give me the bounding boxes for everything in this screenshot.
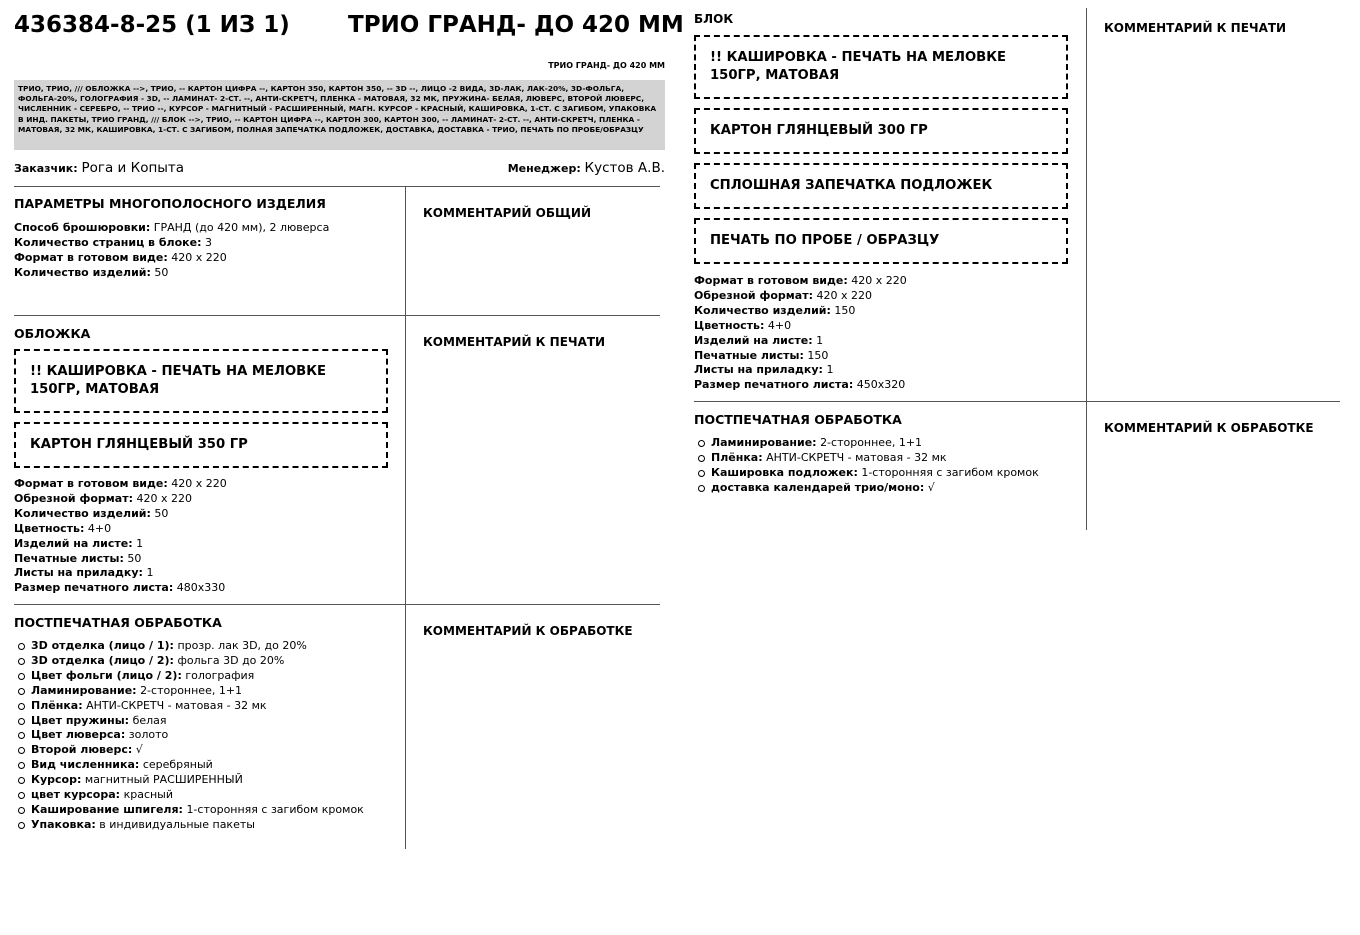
divider	[14, 604, 660, 605]
manager-line	[508, 160, 665, 176]
spec-row: Печатные листы: 150	[694, 348, 829, 362]
param-row: Формат в готовом виде: 420 x 220	[14, 250, 227, 264]
list-item: Курсор: магнитный РАСШИРЕННЫЙ	[14, 773, 364, 788]
list-item: цвет курсора: красный	[14, 788, 364, 803]
general-comment-heading: КОММЕНТАРИЙ ОБЩИЙ	[423, 206, 592, 220]
spec-row: Цветность: 4+0	[694, 318, 792, 332]
customer-line	[14, 160, 184, 176]
list-item: Кашировка подложек: 1-сторонняя с загибом кромок	[694, 466, 1039, 481]
cover-postprint-heading: ПОСТПЕЧАТНАЯ ОБРАБОТКА	[14, 615, 222, 630]
spec-row: Листы на приладку: 1	[14, 566, 154, 580]
spec-row: Формат в готовом виде: 420 x 220	[14, 477, 227, 490]
block-postprint-heading: ПОСТПЕЧАТНАЯ ОБРАБОТКА	[694, 412, 902, 427]
block-material-board: КАРТОН ГЛЯНЦЕВЫЙ 300 ГР	[694, 108, 1068, 154]
order-number: 436384-8-25 (1 ИЗ 1)	[14, 12, 290, 38]
spec-row: Изделий на листе: 1	[14, 536, 144, 550]
spec-row: Формат в готовом виде: 420 x 220	[694, 274, 907, 287]
list-item: Ламинирование: 2-стороннее, 1+1	[694, 436, 1039, 451]
list-item: Цвет фольги (лицо / 2): голография	[14, 669, 364, 684]
block-print-comment-heading: КОММЕНТАРИЙ К ПЕЧАТИ	[1104, 21, 1287, 35]
spec-row: Обрезной формат: 420 x 220	[694, 288, 872, 302]
list-item: Упаковка: в индивидуальные пакеты	[14, 818, 364, 833]
spec-row: Изделий на листе: 1	[694, 333, 824, 347]
block-heading: БЛОК	[694, 12, 734, 26]
spec-row: Количество изделий: 150	[694, 303, 856, 317]
spec-row: Обрезной формат: 420 x 220	[14, 491, 192, 505]
list-item: Плёнка: АНТИ-СКРЕТЧ - матовая - 32 мк	[14, 699, 364, 714]
cover-specs	[14, 477, 227, 596]
list-item: Ламинирование: 2-стороннее, 1+1	[14, 684, 364, 699]
list-item: Плёнка: АНТИ-СКРЕТЧ - матовая - 32 мк	[694, 451, 1039, 466]
order-description: ТРИО, ТРИО, /// ОБЛОЖКА -->, ТРИО, -- КАРТОН ЦИФРА --, КАРТОН 350, КАРТОН 350, -- 3D --, ЛИЦО -2 ВИДА, 3D-ЛАК, ЛАК-20%, 3D-ФОЛЬГА, ФОЛЬГА-20%, ГОЛОГРАФИЯ - 3D, -- ЛАМИНАТ- 2-СТ. --, АНТИ-СКРЕТЧ, ПЛЕНКА - МАТОВАЯ, 32 МК, ПРУЖИНА- БЕЛАЯ, ЛЮВЕРС, ВТОРОЙ ЛЮВЕРС, ЧИСЛЕННИК - СЕРЕБРО, -- ТРИО --, КУРСОР - МАГНИТНЫЙ - РАСШИРЕННЫЙ, МАГН. КУРСОР - КРАСНЫЙ, КАШИРОВКА, 1-СТ. С ЗАГИБОМ, УПАКОВКА В ИНД. ПАКЕТЫ, ТРИО ГРАНД, /// БЛОК -->, ТРИО, -- КАРТОН ЦИФРА --, КАРТОН 300, КАРТОН 300, -- ЛАМИНАТ- 2-СТ. --, АНТИ-СКРЕТЧ, ПЛЕНКА - МАТОВАЯ, 32 МК, КАШИРОВКА, 1-СТ. С ЗАГИБОМ, ПОЛНАЯ ЗАПЕЧАТКА ПОДЛОЖЕК, ДОСТАВКА, ДОСТАВКА - ТРИО, ПЕЧАТЬ ПО ПРОБЕ/ОБРАЗЦУ	[14, 80, 665, 150]
param-row: Количество страниц в блоке: 3	[14, 235, 212, 249]
customer-value: Рога и Копыта	[81, 160, 185, 176]
cover-heading: ОБЛОЖКА	[14, 326, 91, 341]
divider	[14, 315, 660, 316]
column-divider	[1086, 8, 1087, 530]
spec-row: Листы на приладку: 1	[694, 363, 834, 377]
param-row: Способ брошюровки: ГРАНД (до 420 мм), 2 люверса	[14, 221, 330, 234]
manager-label: Менеджер:	[507, 162, 581, 175]
cover-print-comment-heading: КОММЕНТАРИЙ К ПЕЧАТИ	[423, 335, 606, 349]
list-item: Вид численника: серебряный	[14, 758, 364, 773]
cover-material-board: КАРТОН ГЛЯНЦЕВЫЙ 350 ГР	[14, 422, 388, 468]
list-item: 3D отделка (лицо / 1): прозр. лак 3D, до 20%	[14, 639, 364, 654]
spec-row: Количество изделий: 50	[14, 506, 169, 520]
manager-value: Кустов А.В.	[584, 160, 665, 176]
customer-label: Заказчик:	[14, 162, 78, 175]
list-item: Цвет пружины: белая	[14, 714, 364, 729]
cover-postprint-list	[14, 639, 364, 833]
params-list	[14, 221, 329, 281]
cover-material-note: !! КАШИРОВКА - ПЕЧАТЬ НА МЕЛОВКЕ 150ГР, МАТОВАЯ	[14, 349, 388, 413]
block-postprint-list	[694, 436, 1039, 496]
spec-row: Цветность: 4+0	[14, 521, 112, 535]
spec-row: Размер печатного листа: 480x330	[14, 581, 226, 595]
divider	[14, 186, 660, 187]
product-title: ТРИО ГРАНД- ДО 420 ММ	[348, 12, 684, 38]
block-solid-print-note: СПЛОШНАЯ ЗАПЕЧАТКА ПОДЛОЖЕК	[694, 163, 1068, 209]
column-divider	[405, 186, 406, 849]
spec-row: Размер печатного листа: 450x320	[694, 378, 906, 392]
list-item: Каширование шпигеля: 1-сторонняя с загибом кромок	[14, 803, 364, 818]
divider	[694, 401, 1340, 402]
block-specs	[694, 274, 907, 393]
param-row: Количество изделий: 50	[14, 265, 169, 279]
list-item: Второй люверс: √	[14, 743, 364, 758]
block-material-note: !! КАШИРОВКА - ПЕЧАТЬ НА МЕЛОВКЕ 150ГР, МАТОВАЯ	[694, 35, 1068, 99]
list-item: 3D отделка (лицо / 2): фольга 3D до 20%	[14, 654, 364, 669]
params-heading: ПАРАМЕТРЫ МНОГОПОЛОСНОГО ИЗДЕЛИЯ	[14, 196, 326, 211]
product-subtitle: ТРИО ГРАНД- ДО 420 ММ	[548, 61, 665, 70]
cover-processing-comment-heading: КОММЕНТАРИЙ К ОБРАБОТКЕ	[423, 624, 633, 638]
list-item: доставка календарей трио/моно: √	[694, 481, 1039, 496]
block-processing-comment-heading: КОММЕНТАРИЙ К ОБРАБОТКЕ	[1104, 421, 1314, 435]
block-proof-print-note: ПЕЧАТЬ ПО ПРОБЕ / ОБРАЗЦУ	[694, 218, 1068, 264]
list-item: Цвет люверса: золото	[14, 728, 364, 743]
spec-row: Печатные листы: 50	[14, 551, 142, 565]
